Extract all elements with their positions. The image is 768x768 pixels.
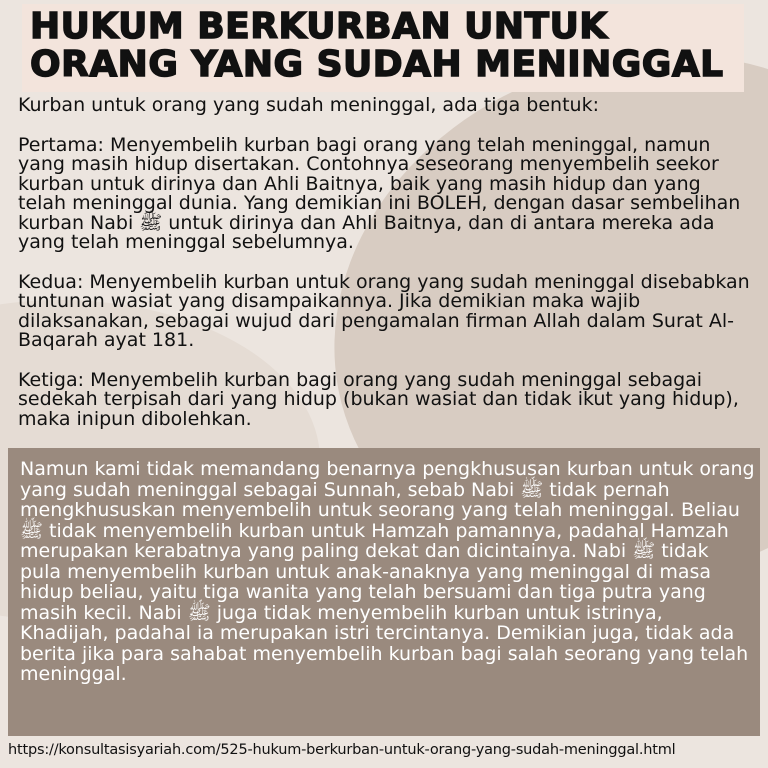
source-link[interactable]: https://konsultasisyariah.com/525-hukum-berkurban-untuk-orang-yang-sudah-meninggal.html	[8, 742, 676, 758]
point-second: Kedua: Menyembelih kurban untuk orang yang sudah meninggal disebabkan tuntunan wasiat yang disampaikannya. Jika demikian maka wajib dilaksanakan, sebagai wujud dari pengamalan firman Allah dalam Surat Al-Baqarah ayat 181.	[18, 270, 750, 351]
page-title	[30, 8, 740, 84]
point-first: Pertama: Menyembelih kurban bagi orang yang telah meninggal, namun yang masih hidup disertakan. Contohnya seseorang menyembelih seekor kurban untuk dirinya dan Ahli Baitnya, baik yang masih hidup dan yang telah meninggal dunia. Yang demikian ini BOLEH, dengan dasar sembelihan kurban Nabi ﷺ untuk dirinya dan Ahli Baitnya, dan di antara mereka ada yang telah meninggal sebelumnya.	[18, 133, 741, 253]
title-line-1: HUKUM BERKURBAN UNTUK	[30, 6, 608, 47]
main-text	[18, 96, 753, 449]
note-paragraph: Namun kami tidak memandang benarnya pengkhususan kurban untuk orang yang sudah meninggal sebagai Sunnah, sebab Nabi ﷺ tidak pernah mengkhususkan menyembelih untuk seorang yang telah meninggal. Beliau ﷺ tidak menyembelih kurban untuk Hamzah pamannya, padahal Hamzah merupakan kerabatnya yang paling dekat dan dicintainya. Nabi ﷺ tidak pula menyembelih kurban untuk anak-anaknya yang meninggal di masa hidup beliau, yaitu tiga wanita yang telah bersuami dan tiga putra yang masih kecil. Nabi ﷺ juga tidak menyembelih kurban untuk istrinya, Khadijah, padahal ia merupakan istri tercintanya. Demikian juga, tidak ada berita jika para sahabat menyembelih kurban bagi salah seorang yang telah meninggal.	[20, 458, 755, 685]
title-line-2: ORANG YANG SUDAH MENINGGAL	[30, 44, 724, 85]
intro-paragraph: Kurban untuk orang yang sudah meninggal, ada tiga bentuk:	[18, 94, 599, 116]
point-third: Ketiga: Menyembelih kurban bagi orang yang sudah meninggal sebagai sedekah terpisah dari yang hidup (bukan wasiat dan tidak ikut yang hidup), maka inipun dibolehkan.	[18, 368, 739, 430]
